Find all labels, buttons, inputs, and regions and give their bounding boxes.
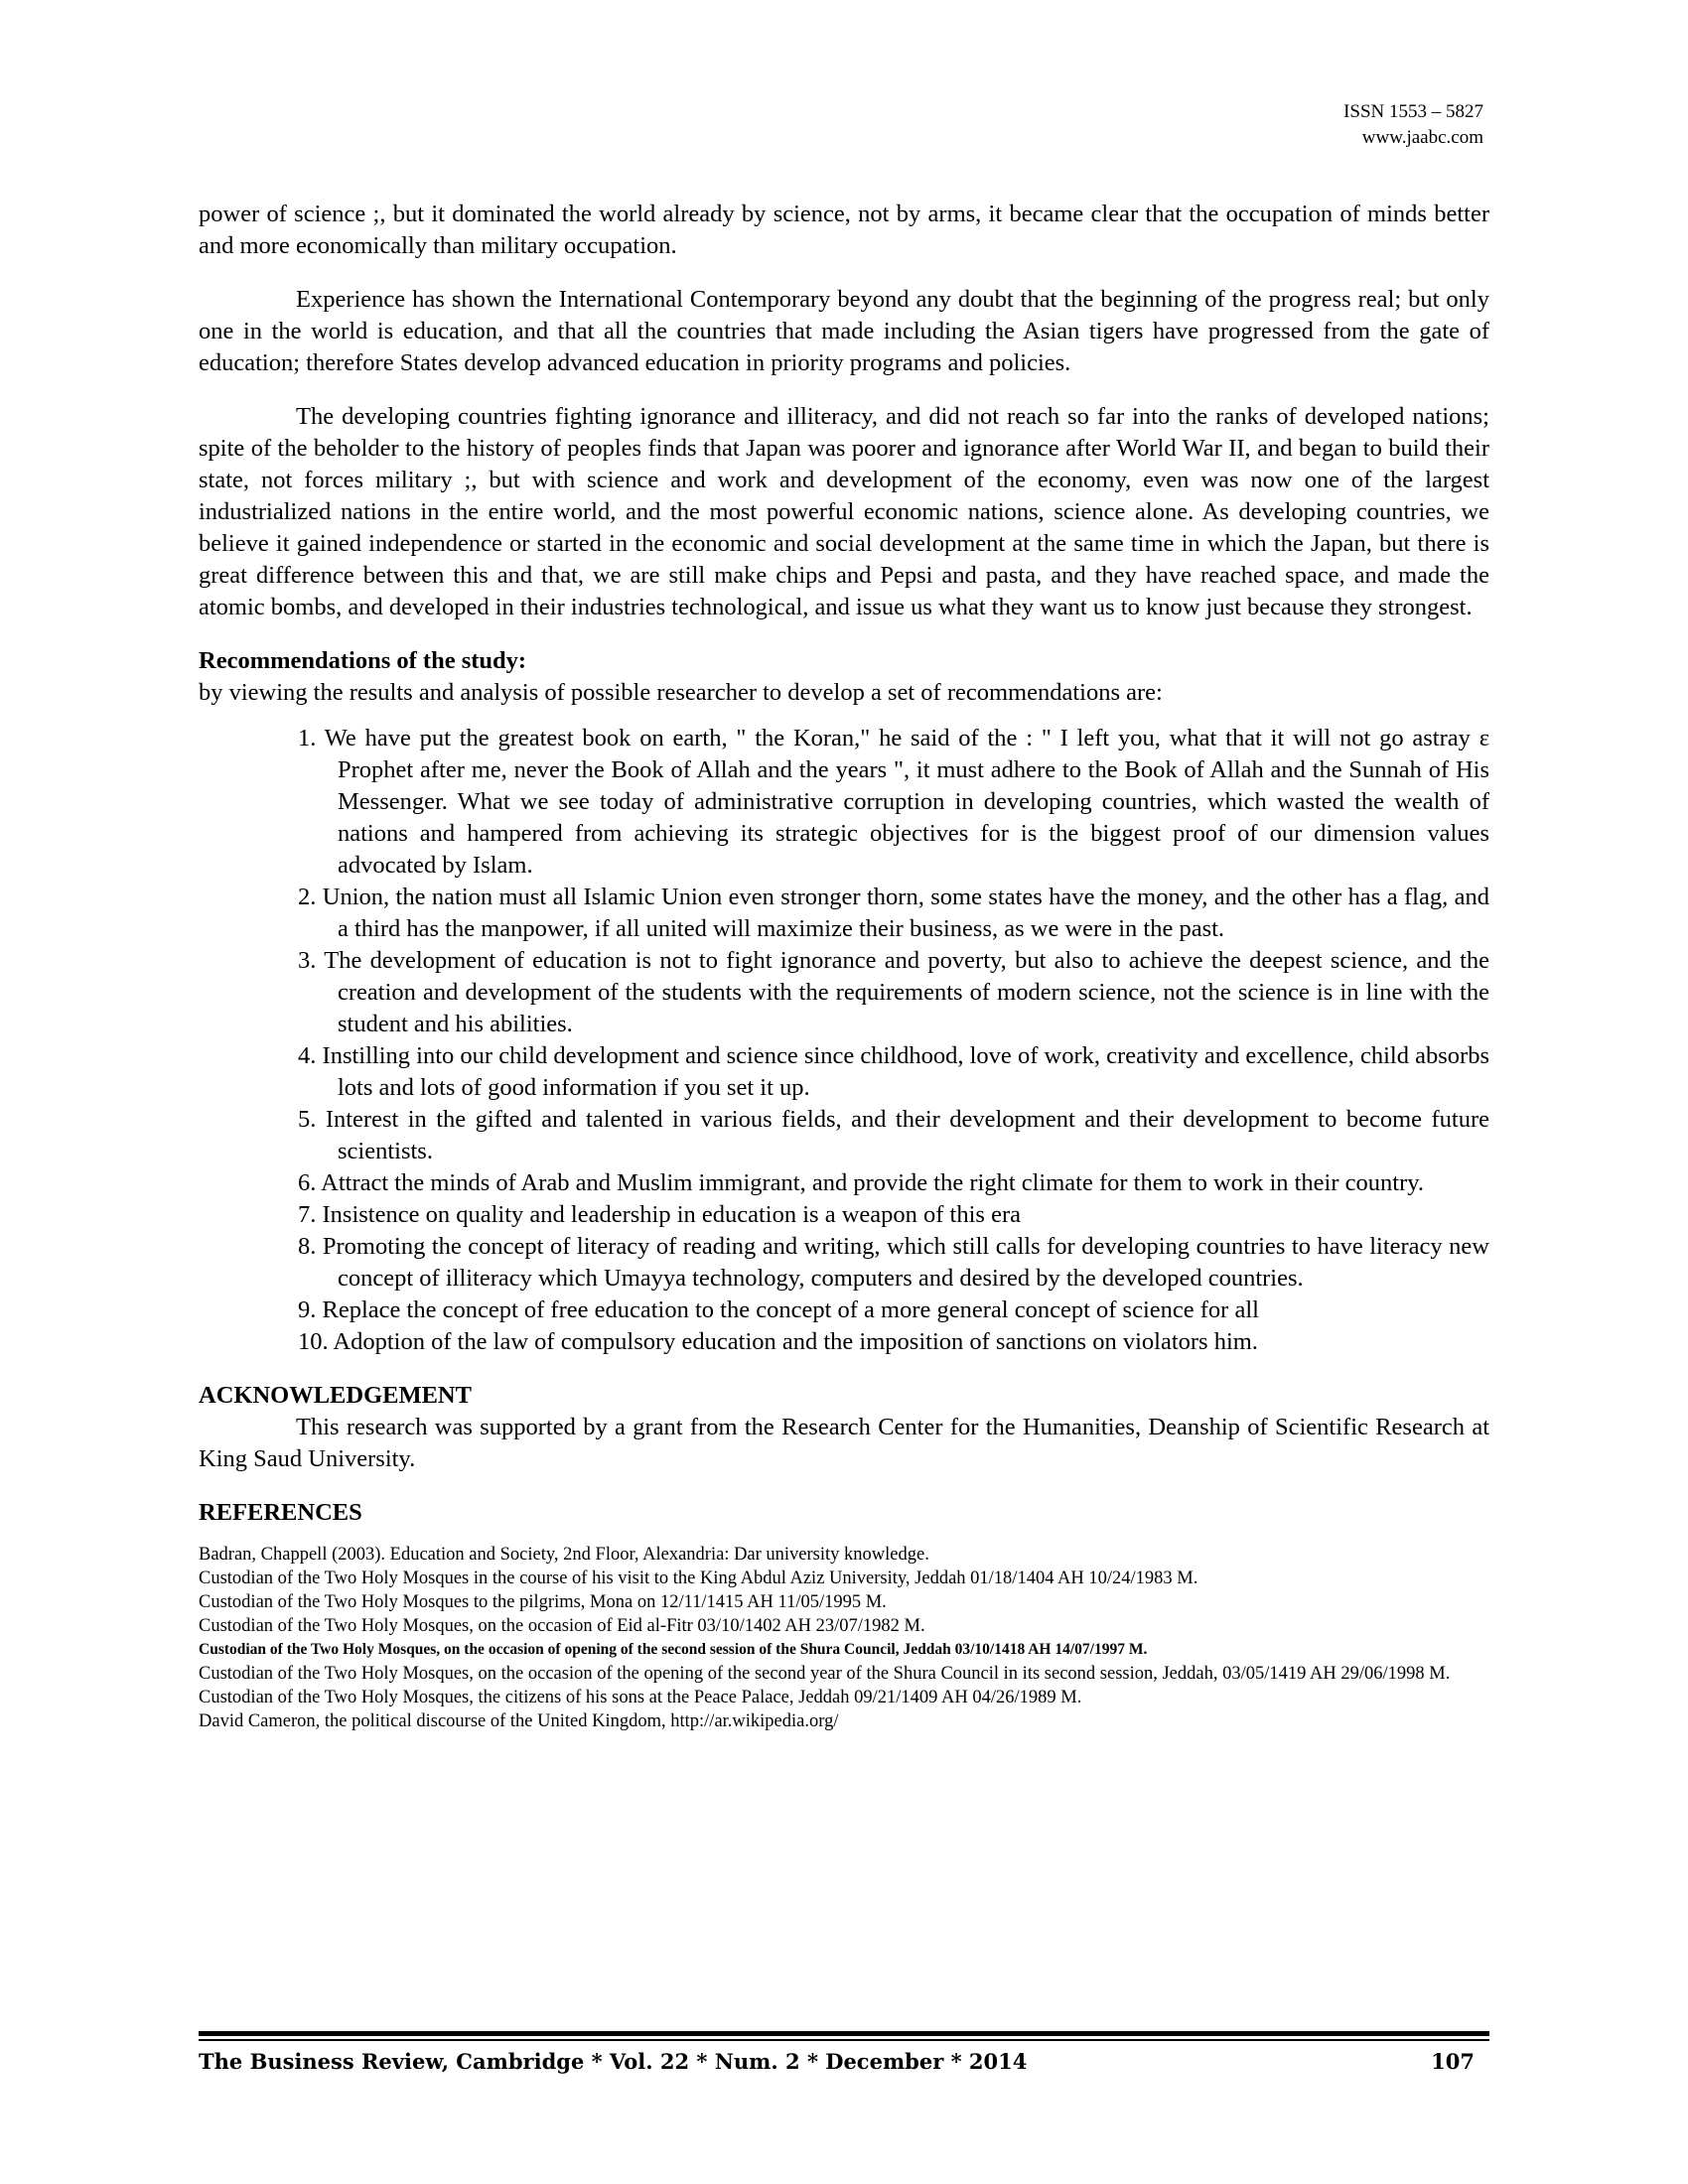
footer-rule-thick	[199, 2031, 1489, 2036]
journal-website: www.jaabc.com	[1361, 127, 1483, 148]
journal-header	[1343, 99, 1483, 151]
reference-item: Badran, Chappell (2003). Education and Society, 2nd Floor, Alexandria: Dar university knowledge.	[199, 1545, 929, 1565]
list-item: 7. Insistence on quality and leadership in education is a weapon of this era	[298, 1201, 1021, 1228]
page-number: 107	[1431, 2049, 1475, 2074]
reference-item: Custodian of the Two Holy Mosques, on the occasion of Eid al-Fitr 03/10/1402 AH 23/07/1982 M.	[199, 1616, 925, 1636]
acknowledgement-heading: ACKNOWLEDGEMENT	[199, 1382, 472, 1409]
list-item: 10. Adoption of the law of compulsory education and the imposition of sanctions on violators him.	[298, 1328, 1258, 1355]
list-item: 9. Replace the concept of free education to the concept of a more general concept of science for all	[298, 1297, 1259, 1323]
recommendations-heading: Recommendations of the study:	[199, 647, 527, 674]
reference-item: Custodian of the Two Holy Mosques in the course of his visit to the King Abdul Aziz University, Jeddah 01/18/1404 AH 10/24/1983 M.	[199, 1569, 1198, 1588]
list-item: 6. Attract the minds of Arab and Muslim immigrant, and provide the right climate for them to work in their country.	[298, 1169, 1425, 1196]
list-item: 2. Union, the nation must all Islamic Union even stronger thorn, some states have the money, and the other has a flag, and a third has the manpower, if all united will maximize their business, as we were in the past.	[298, 884, 1489, 942]
list-item: 1. We have put the greatest book on earth, " the Koran," he said of the : " I left you, what that it will not go astray ε Prophet after me, never the Book of Allah and the years ", it must adhere to the Book of Allah and the Sunnah of His Messenger. What we see today of administrative corruption in developing countries, which wasted the wealth of nations and hampered from achieving its strategic objectives for is the biggest proof of our dimension values advocated by Islam.	[298, 725, 1489, 879]
footer-rule-thin	[199, 2039, 1489, 2041]
recommendations-list	[199, 723, 1489, 1358]
body-paragraph-1: power of science ;, but it dominated the world already by science, not by arms, it became clear that the occupation of minds better and more economically than military occupation.	[199, 201, 1489, 259]
body-paragraph-3: The developing countries fighting ignorance and illiteracy, and did not reach so far into the ranks of developed nations; spite of the beholder to the history of peoples finds that Japan was poorer and ignorance after World War II, and began to build their state, not forces military ;, but with science and work and development of the economy, even was now one of the largest industrialized nations in the entire world, and the most powerful economic nations, science alone. As developing countries, we believe it gained independence or started in the economic and social development at the same time in which the Japan, but there is great difference between this and that, we are still make chips and Pepsi and pasta, and they have reached space, and made the atomic bombs, and developed in their industries technological, and issue us what they want us to know just because they strongest.	[199, 403, 1489, 620]
reference-item: Custodian of the Two Holy Mosques, on the occasion of the opening of the second year of the Shura Council in its second session, Jeddah, 03/05/1419 AH 29/06/1998 M.	[199, 1664, 1451, 1684]
acknowledgement-text: This research was supported by a grant from the Research Center for the Humanities, Deanship of Scientific Research at King Saud University.	[199, 1414, 1489, 1472]
list-item: 3. The development of education is not to fight ignorance and poverty, but also to achieve the deepest science, and the creation and development of the students with the requirements of modern science, not the science is in line with the student and his abilities.	[298, 947, 1489, 1037]
issn-number: ISSN 1553 – 5827	[1343, 101, 1483, 122]
reference-item: David Cameron, the political discourse of the United Kingdom, http://ar.wikipedia.org/	[199, 1711, 839, 1731]
body-paragraph-2: Experience has shown the International Contemporary beyond any doubt that the beginning of the progress real; but only one in the world is education, and that all the countries that made including the Asian tigers have progressed from the gate of education; therefore States develop advanced education in priority programs and policies.	[199, 286, 1489, 376]
reference-item: Custodian of the Two Holy Mosques, on the occasion of opening of the second session of the Shura Council, Jeddah 03/10/1418 AH 14/07/1997 M.	[199, 1641, 1148, 1658]
main-content	[199, 199, 1489, 1733]
list-item: 4. Instilling into our child development and science since childhood, love of work, creativity and excellence, child absorbs lots and lots of good information if you set it up.	[298, 1042, 1489, 1101]
references-list	[199, 1543, 1489, 1733]
list-item: 5. Interest in the gifted and talented in various fields, and their development and their development to become future scientists.	[298, 1106, 1489, 1164]
journal-citation: The Business Review, Cambridge * Vol. 22 * Num. 2 * December * 2014	[199, 2049, 1028, 2074]
references-title: REFERENCES	[199, 1499, 362, 1526]
recommendations-intro: by viewing the results and analysis of possible researcher to develop a set of recommendations are:	[199, 679, 1163, 706]
reference-item: Custodian of the Two Holy Mosques to the pilgrims, Mona on 12/11/1415 AH 11/05/1995 M.	[199, 1592, 887, 1612]
page-footer	[199, 2049, 1475, 2074]
reference-item: Custodian of the Two Holy Mosques, the citizens of his sons at the Peace Palace, Jeddah 09/21/1409 AH 04/26/1989 M.	[199, 1688, 1082, 1707]
list-item: 8. Promoting the concept of literacy of reading and writing, which still calls for developing countries to have literacy new concept of illiteracy which Umayya technology, computers and desired by the developed countries.	[298, 1233, 1489, 1292]
